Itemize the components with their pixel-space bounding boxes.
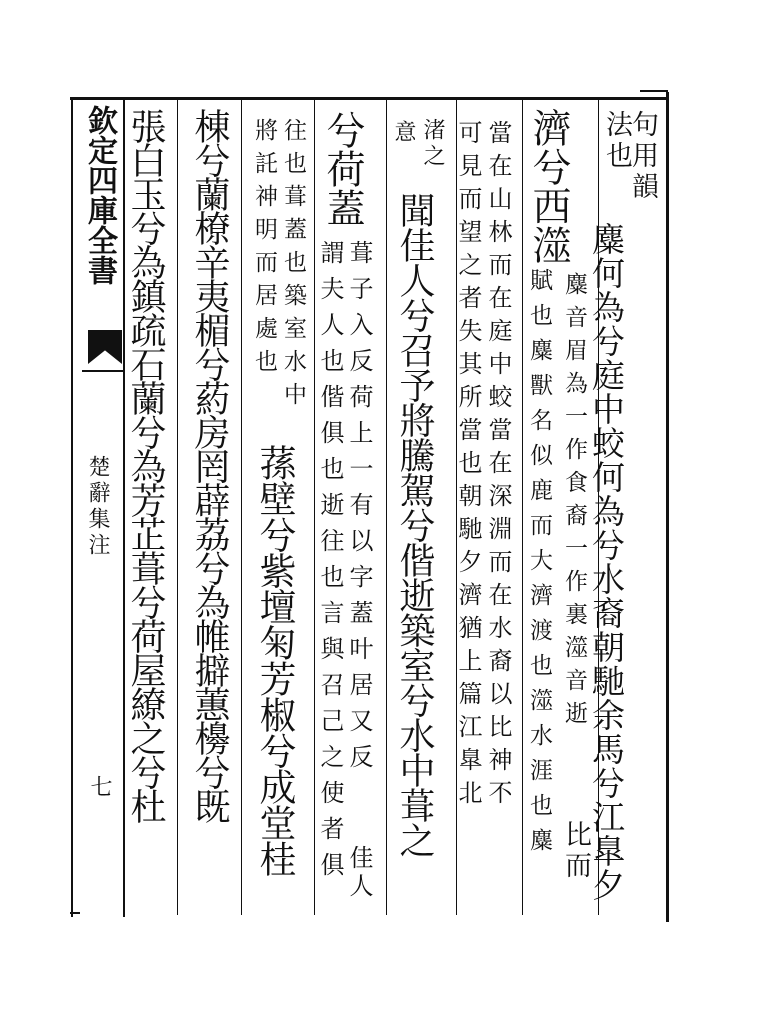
column-divider <box>241 100 242 915</box>
fish-tail-mark <box>88 330 122 364</box>
margin-book-title: 楚辭集注 <box>85 455 110 559</box>
text-column: 渚之 <box>420 118 445 170</box>
left-border-rule <box>71 97 73 917</box>
text-column: 張白玉兮為鎮疏石蘭兮為芳芷葺兮荷屋繚之兮杜 <box>125 108 166 822</box>
text-column: 句用韻 <box>627 110 658 203</box>
text-column: 兮荷蓋 <box>320 110 365 227</box>
text-column: 將託神明而居處也 <box>251 118 277 382</box>
text-column: 麋何為兮庭中蛟何為兮水裔朝馳余馬兮江臯夕 <box>587 222 626 902</box>
column-divider <box>177 100 178 915</box>
text-column: 聞佳人兮召予將騰駕兮偕逝築室兮水中葺之 <box>394 192 435 857</box>
column-divider <box>522 100 523 915</box>
text-column: 謂夫人也偕俱也逝往也言與召己之使者俱 <box>316 240 344 888</box>
fish-tail-line <box>82 370 124 372</box>
text-column: 葺子入反荷上一有以字蓋叶居又反 <box>345 240 373 780</box>
text-column: 可見而望之者失其所當也朝馳夕濟猶上篇江臯北 <box>454 120 482 813</box>
text-column: 當在山林而在庭中蛟當在深淵而在水裔以比神不 <box>484 120 512 813</box>
text-column: 意 <box>391 120 416 146</box>
top-border-thin-rule <box>640 90 668 92</box>
text-column: 法也 <box>601 110 632 172</box>
text-column: 往也葺蓋也築室水中 <box>280 118 306 415</box>
text-column: 賦也麋獸名似鹿而大濟渡也澨水涯也麋 <box>526 268 552 863</box>
text-column: 麋音眉為一作食裔一作裏澨音逝 <box>561 272 587 734</box>
bottom-border-rule <box>70 912 80 914</box>
text-column: 濟兮西澨 <box>526 108 571 264</box>
right-border-rule <box>666 92 669 922</box>
text-column: 比而 <box>560 820 591 882</box>
top-border-rule <box>70 97 668 100</box>
margin-title: 欽定四庫全書 <box>82 105 117 285</box>
column-divider <box>386 100 387 915</box>
margin-page-number: 七 <box>87 775 112 801</box>
column-divider <box>314 100 315 915</box>
text-column: 蓀壁兮紫壇匊芳椒兮成堂桂 <box>253 444 296 876</box>
text-column: 棟兮蘭橑辛夷楣兮葯房罔薜荔兮為帷擗蕙櫋兮既 <box>189 108 230 822</box>
text-column: 佳人 <box>345 845 373 901</box>
